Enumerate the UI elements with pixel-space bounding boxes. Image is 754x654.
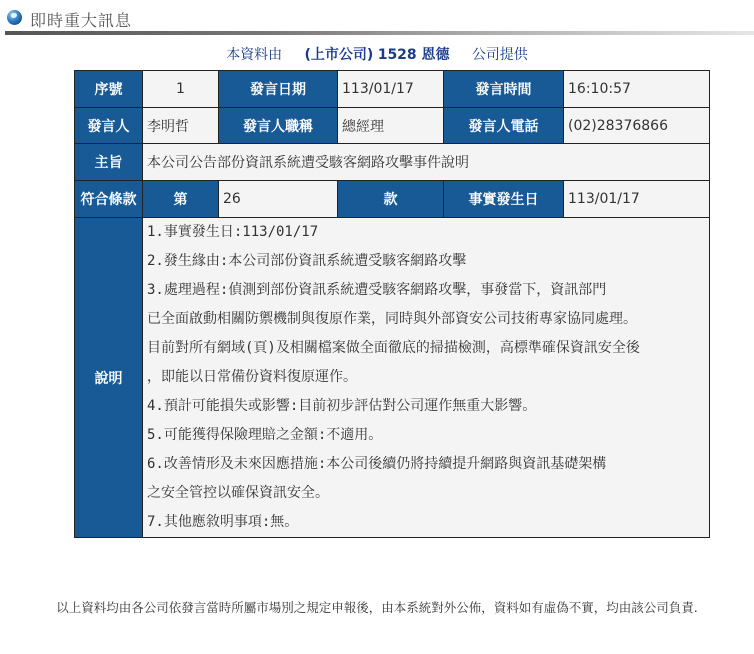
section-header xyxy=(5,6,754,34)
table-row xyxy=(75,144,710,181)
seq-label: 序號 xyxy=(75,71,143,108)
description-line: 6.改善情形及未來因應措施:本公司後續仍將持續提升網路與資訊基礎架構 xyxy=(147,456,607,472)
description-value xyxy=(143,218,710,538)
provider-company: 1528 恩德 xyxy=(377,47,450,63)
description-line: 1.事實發生日:113/01/17 xyxy=(147,224,319,240)
date-label: 發言日期 xyxy=(219,71,338,108)
clause-label: 符合條款 xyxy=(75,181,143,218)
fact-date-label: 事實發生日 xyxy=(444,181,564,218)
section-title: 即時重大訊息 xyxy=(30,11,133,30)
time-label: 發言時間 xyxy=(444,71,564,108)
provider-suffix: 公司提供 xyxy=(471,47,528,63)
disclaimer-footer: 以上資料均由各公司依發言當時所屬市場別之規定申報後，由本系統對外公佈，資料如有虛偽不實，均由該公司負責. xyxy=(56,600,698,615)
table-row xyxy=(75,71,710,108)
table-row xyxy=(75,218,710,538)
date-value: 113/01/17 xyxy=(338,71,444,108)
seq-value: 1 xyxy=(143,71,219,108)
header-divider xyxy=(5,31,754,35)
description-line: 4.預計可能損失或影響:目前初步評估對公司運作無重大影響。 xyxy=(147,398,537,414)
time-value: 16:10:57 xyxy=(564,71,710,108)
description-line: 7.其他應敘明事項:無。 xyxy=(147,514,299,530)
description-label: 說明 xyxy=(75,218,143,538)
clause-value: 26 xyxy=(219,181,338,218)
clause-suffix: 款 xyxy=(338,181,444,218)
phone-value: (02)28376866 xyxy=(564,108,710,144)
phone-label: 發言人電話 xyxy=(444,108,564,144)
provider-line xyxy=(0,44,754,64)
speaker-title-value: 總經理 xyxy=(338,108,444,144)
description-line: 2.發生緣由:本公司部份資訊系統遭受駭客網路攻擊 xyxy=(147,253,467,269)
description-line: 之安全管控以確保資訊安全。 xyxy=(147,485,329,501)
clause-prefix: 第 xyxy=(143,181,219,218)
table-row xyxy=(75,108,710,144)
speaker-label: 發言人 xyxy=(75,108,143,144)
speaker-value: 李明哲 xyxy=(143,108,219,144)
provider-market: (上市公司) xyxy=(304,47,374,63)
description-line: 目前對所有網域(頁)及相關檔案做全面徹底的掃描檢測，高標準確保資訊安全後 xyxy=(147,340,640,356)
description-line: 已全面啟動相關防禦機制與復原作業，同時與外部資安公司技術專家協同處理。 xyxy=(147,311,637,327)
announcement-table xyxy=(74,70,710,538)
description-line: 3.處理過程:偵測到部份資訊系統遭受駭客網路攻擊，事發當下，資訊部門 xyxy=(147,282,607,298)
provider-prefix: 本資料由 xyxy=(226,47,283,63)
description-line: 5.可能獲得保險理賠之金額:不適用。 xyxy=(147,427,383,443)
globe-icon xyxy=(7,10,22,25)
description-line: ，即能以日常備份資料復原運作。 xyxy=(147,369,357,385)
subject-label: 主旨 xyxy=(75,144,143,181)
table-row xyxy=(75,181,710,218)
speaker-title-label: 發言人職稱 xyxy=(219,108,338,144)
subject-value: 本公司公告部份資訊系統遭受駭客網路攻擊事件說明 xyxy=(143,144,710,181)
fact-date-value: 113/01/17 xyxy=(564,181,710,218)
